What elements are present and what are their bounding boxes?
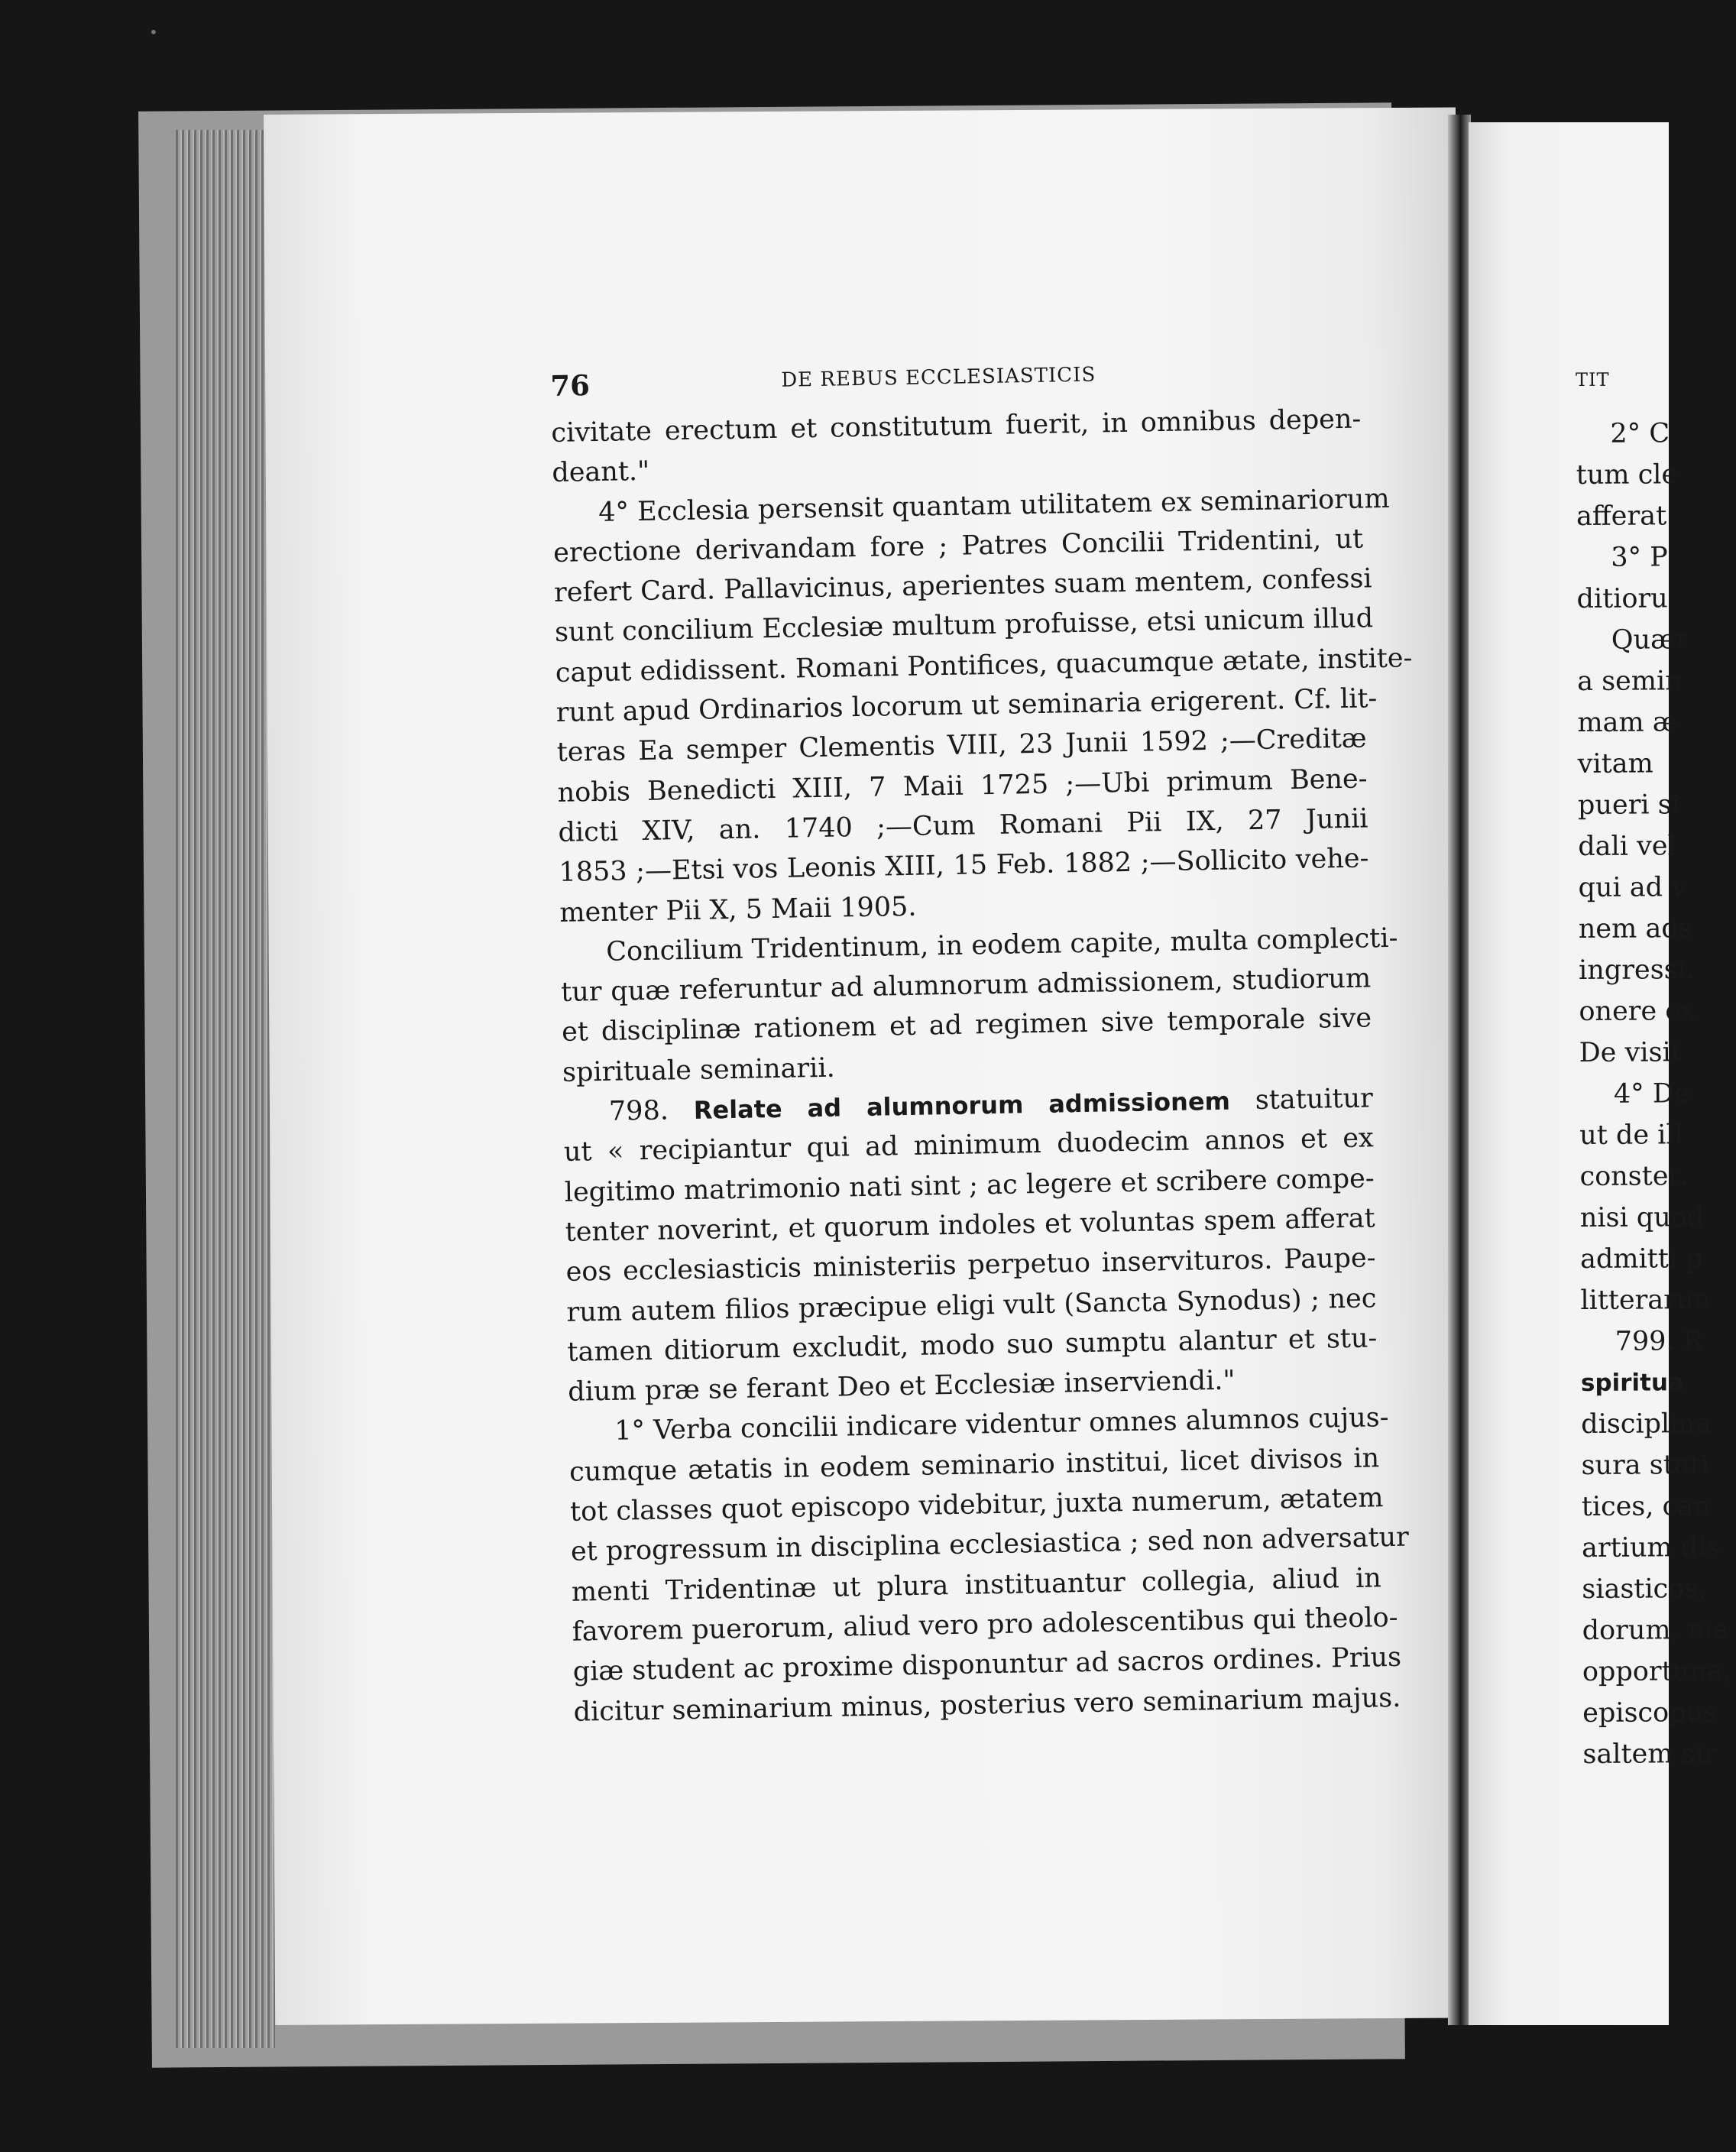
text-line: ditioru xyxy=(1576,583,1668,614)
text-line: nem ads xyxy=(1578,913,1692,945)
text-line: tenter noverint, et quorum indoles et voluntas spem afferat xyxy=(565,1203,1375,1248)
text-line: legitimo matrimonio nati sint ; ac legere et scribere compe- xyxy=(564,1162,1375,1208)
text-line: onere ex xyxy=(1579,996,1696,1027)
text-line: dorum, ma xyxy=(1582,1614,1729,1646)
text-line: menti Tridentinæ ut plura instituantur collegia, aliud in xyxy=(571,1562,1382,1608)
text-line: et disciplinæ rationem et ad regimen sive temporale sive xyxy=(561,1003,1372,1048)
text-line: tum cle xyxy=(1576,459,1678,491)
text-line: vitam xyxy=(1577,748,1653,779)
text-line: spiritua xyxy=(1580,1369,1685,1397)
text-line: tamen ditiorum excludit, modo suo sumptu alantur et stu- xyxy=(567,1323,1378,1368)
section-text: statuitur xyxy=(1229,1083,1374,1117)
text-line: spirituale seminarii. xyxy=(562,1052,836,1088)
text-line: qui ad v xyxy=(1578,872,1687,903)
text-line: Quær xyxy=(1611,624,1689,656)
text-line: tot classes quot episcopo videbitur, juxta numerum, ætatem xyxy=(569,1483,1384,1528)
text-line: civitate erectum et constitutum fuerit, in omnibus depen- xyxy=(551,404,1362,449)
text-line: 4° Ecclesia persensit quantam utilitatem ex seminariorum xyxy=(598,483,1390,528)
text-line: ingressi. xyxy=(1579,954,1696,986)
right-running-title: TIT xyxy=(1576,368,1610,391)
section-heading: Relate ad alumnorum admissionem xyxy=(693,1086,1231,1125)
text-line: sunt concilium Ecclesiæ multum profuisse, etsi unicum illud xyxy=(554,603,1374,649)
text-line: dicti XIV, an. 1740 ;—Cum Romani Pii IX, 27 Junii xyxy=(558,803,1368,848)
text-line: ut de ill xyxy=(1579,1120,1683,1151)
text-line: favorem puerorum, aliud vero pro adolescentibus qui theolo- xyxy=(572,1602,1398,1648)
text-line: nobis Benedicti XIII, 7 Maii 1725 ;—Ubi primum Bene- xyxy=(557,763,1368,809)
left-page xyxy=(550,355,1413,1732)
text-line: 799. R xyxy=(1615,1326,1704,1357)
section-number: 798. xyxy=(608,1094,695,1127)
text-line: rum autem filios præcipue eligi vult (Sancta Synodus) ; nec xyxy=(566,1282,1377,1328)
text-line: pueri si xyxy=(1577,789,1680,821)
text-line: constet. xyxy=(1579,1161,1688,1192)
text-line: nisi quod xyxy=(1579,1202,1705,1233)
text-line: giæ student ac proxime disponuntur ad sacros ordines. Prius xyxy=(572,1642,1402,1687)
text-line: opportuna, xyxy=(1582,1655,1731,1687)
text-line: artium dis xyxy=(1581,1532,1721,1564)
text-line: tur quæ referuntur ad alumnorum admissionem, studiorum xyxy=(560,963,1372,1009)
text-line: deant." xyxy=(552,456,650,489)
text-line: teras Ea semper Clementis VIII, 23 Junii 1592 ;—Creditæ xyxy=(556,723,1367,769)
text-line: a semin xyxy=(1577,666,1683,697)
text-line: Concilium Tridentinum, in eodem capite, multa complecti- xyxy=(605,922,1398,967)
text-line: disciplina xyxy=(1581,1408,1712,1440)
text-line: 2° C xyxy=(1610,418,1670,449)
text-line: erectione derivandam fore ; Patres Concilii Tridentini, ut xyxy=(552,523,1364,569)
text-line: admitti p xyxy=(1579,1243,1703,1275)
text-line: afferat xyxy=(1576,501,1667,532)
text-line: De visit xyxy=(1579,1037,1682,1068)
text-line: ut « recipiantur qui ad minimum duodecim annos et ex xyxy=(563,1123,1375,1168)
text-line: dicitur seminarium minus, posterius vero seminarium majus. xyxy=(573,1682,1401,1728)
right-body-text xyxy=(1576,413,1735,1775)
text-line: refert Card. Pallavicinus, aperientes suam mentem, confessi xyxy=(553,563,1372,609)
right-page xyxy=(1576,368,1736,1775)
text-line: cumque ætatis in eodem seminario institui, licet divisos in xyxy=(568,1443,1380,1488)
text-line: episcopus xyxy=(1582,1697,1718,1729)
book-gutter xyxy=(1448,115,1471,2025)
text-line: 1° Verba concilii indicare videntur omnes alumnos cujus- xyxy=(614,1402,1389,1447)
text-line: eos ecclesiasticis ministeriis perpetuo inservituros. Paupe- xyxy=(565,1243,1376,1288)
text-line: 4° De xyxy=(1613,1078,1690,1110)
text-line: 1853 ;—Etsi vos Leonis XIII, 15 Feb. 1882 ;—Sollicito vehe- xyxy=(559,843,1369,889)
text-line: caput edidissent. Romani Pontifices, quacumque ætate, instite- xyxy=(555,643,1413,689)
scan-speck: • xyxy=(149,23,158,41)
running-title: DE REBUS ECCLESIASTICIS xyxy=(781,363,1096,392)
text-line: siasticos, xyxy=(1582,1573,1707,1605)
text-line: dali vel xyxy=(1578,831,1676,862)
text-line: mam æ xyxy=(1577,707,1678,738)
text-line: tices, can xyxy=(1581,1491,1711,1522)
page-number: 76 xyxy=(550,368,591,403)
text-line: litterarun xyxy=(1580,1285,1712,1316)
text-line: menter Pii X, 5 Maii 1905. xyxy=(559,891,917,929)
text-line: et progressum in disciplina ecclesiastica ; sed non adversatur xyxy=(570,1522,1410,1568)
text-line: 3° P xyxy=(1611,542,1668,573)
page-stack-edge xyxy=(176,130,275,2048)
text-line: runt apud Ordinarios locorum ut seminaria erigerent. Cf. lit- xyxy=(555,683,1378,729)
text-line: dium præ se ferant Deo et Ecclesiæ inserviendi." xyxy=(568,1365,1236,1408)
text-line: saltem sir xyxy=(1582,1739,1717,1770)
left-body-text xyxy=(551,399,1413,1732)
text-line: sura stati xyxy=(1581,1450,1710,1481)
